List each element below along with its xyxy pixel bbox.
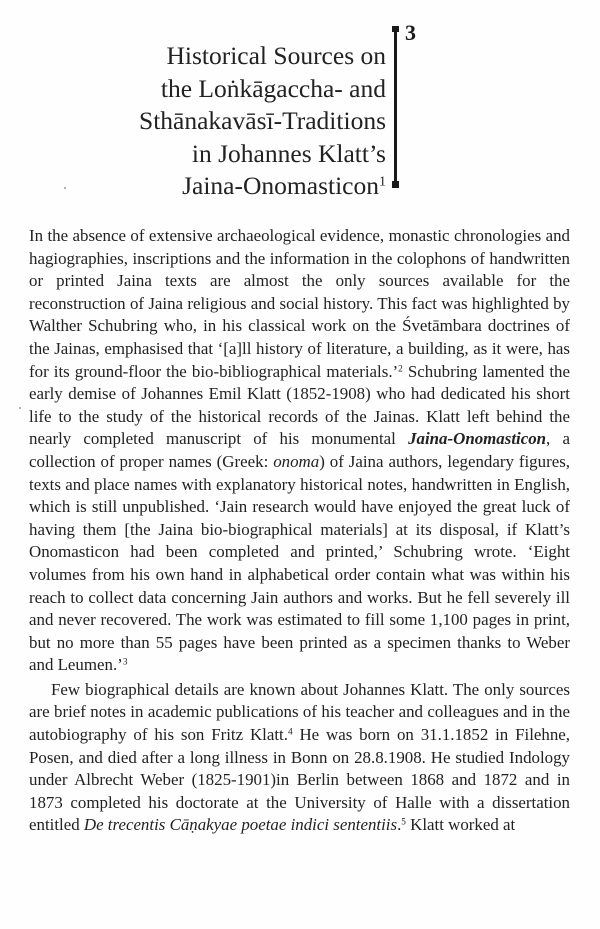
body-text: [29, 225, 570, 837]
italic-title: Jaina-Onomasticon: [408, 429, 547, 449]
print-speck: [19, 407, 21, 409]
paragraph-text: Few biographical details are known about Johannes Klatt. The only sources are brief notes in academic publications of his teacher and colleagues and in the autobiography of his son Fritz Klatt.: [29, 679, 570, 745]
footnote-marker[interactable]: 4: [287, 727, 293, 738]
paragraph-text: .: [397, 815, 402, 835]
rule-cap-bottom: [392, 181, 399, 188]
chapter-vertical-rule: [394, 28, 397, 188]
paragraph-text: In the absence of extensive archaeological evidence, monastic chronologies and hagiographies, inscriptions and the information in the colophons of handwritten or printed Jaina texts are almost the only sources available for the reconstruction of Jaina religious and social history. This fact was highlighted by Walther Schubring who, in his classical work on the Śvetāmbara doctrines of the Jainas, emphasised that ‘[a]ll history of literature, a building, as it were, has for its ground-floor the bio-bibliographical materials.’: [29, 226, 570, 381]
italic-title: De trecentis Cāṇakyae poetae indici sententiis: [83, 815, 398, 835]
chapter-title-line: in Johannes Klatt’s: [191, 138, 386, 168]
paragraph-text: , a collection of proper names (Greek:: [29, 429, 570, 471]
paragraph-text: He was born on 31.1.1852 in Filehne, Posen, and died after a long illness in Bonn on 28.8.1908. He studied Indology under Albrecht Weber (1825-1901)in Berlin between 1868 and 1872 and in 1873 completed his doctorate at the University of Halle with a dissertation entitled: [29, 725, 570, 835]
paragraph: [29, 679, 570, 837]
italic-term: onoma: [273, 451, 320, 471]
paragraph-text: Klatt worked at: [405, 815, 516, 835]
chapter-title: [139, 40, 386, 203]
paragraph-text: Schubring lamented the early demise of Johannes Emil Klatt (1852-1908) who had dedicated his short life to the study of the historical records of the Jainas. Klatt left behind the nearly completed manuscript of his monumental: [29, 361, 570, 449]
chapter-title-line-text: Jaina-Onomasticon: [182, 171, 379, 201]
paragraph-text: ) of Jaina authors, legendary figures, texts and place names with explanatory historical notes, handwritten in English, which is still unpublished. ‘Jain research would have enjoyed the great luck of having them [the Jaina bio-biographical materials] at its disposal, if Klatt’s Onomasticon had been completed and printed,’ Schubring wrote. ‘Eight volumes from his own hand in alphabetical order contain what was within his reach to collect data concerning Jain authors and works. But he fell severely ill and never recovered. The work was estimated to fill some 1,100 pages in print, but no more than 55 pages have been printed as a specimen thanks to Weber and Leumen.’: [29, 451, 570, 675]
footnote-marker[interactable]: 2: [398, 364, 403, 374]
chapter-heading: [0, 20, 600, 201]
chapter-title-line: the Loṅkāgaccha- and: [160, 73, 386, 103]
paragraph: [29, 225, 570, 677]
print-speck: [64, 187, 66, 189]
footnote-marker[interactable]: 1: [378, 174, 386, 190]
chapter-title-line: [139, 170, 386, 203]
footnote-marker[interactable]: 3: [122, 657, 128, 668]
chapter-title-line: Sthānakavāsī-Traditions: [139, 106, 386, 136]
chapter-number: 3: [405, 20, 416, 45]
chapter-title-line: Historical Sources on: [166, 41, 386, 70]
rule-cap-top: [392, 26, 399, 32]
footnote-marker[interactable]: 5: [401, 817, 406, 828]
